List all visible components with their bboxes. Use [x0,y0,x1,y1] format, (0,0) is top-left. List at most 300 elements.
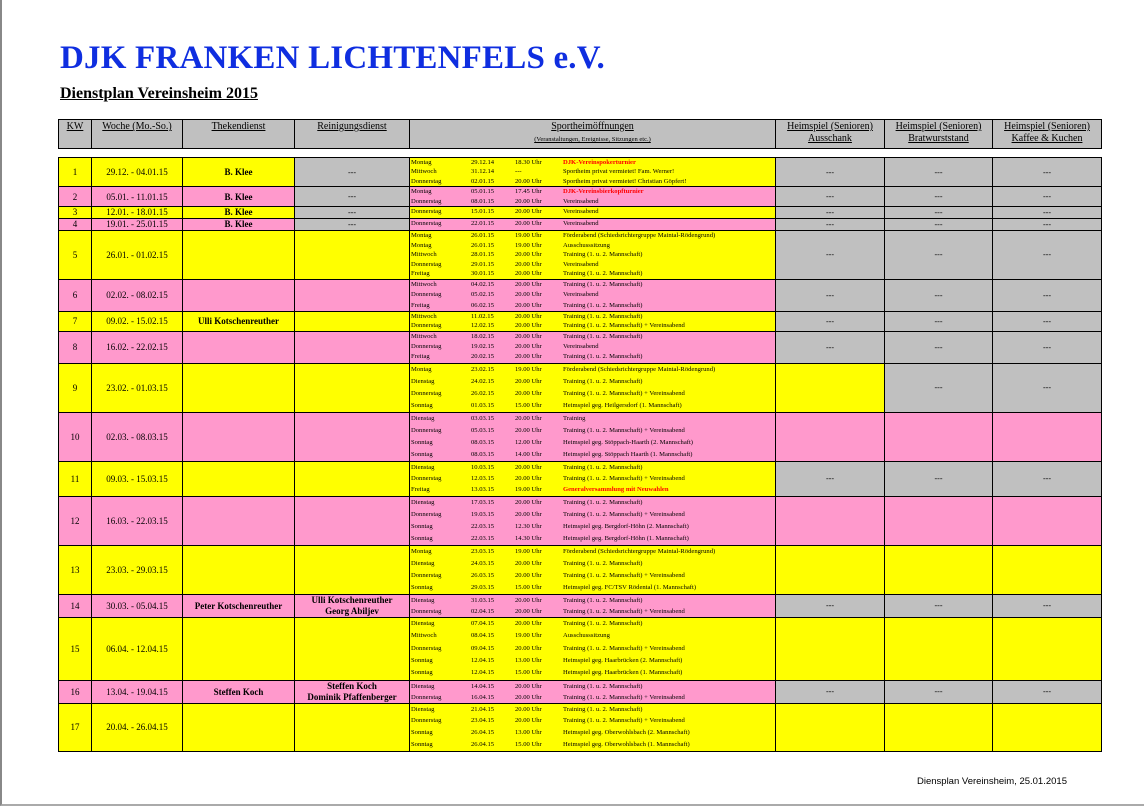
kw-cell: 13 [59,545,92,594]
event-day: Dienstag [411,619,435,627]
event-line [410,437,775,449]
heimspiel-bratwurst-cell: --- [885,230,993,279]
event-date: 20.02.15 [471,353,495,361]
heimspiel-kaffee-cell: --- [993,594,1102,617]
heimspiel-ausschank-cell [776,496,885,545]
heimspiel-bratwurst-cell [885,412,993,461]
event-date: 31.03.15 [471,596,495,604]
event-time: 20.00 Uhr [515,559,542,567]
event-day: Sonntag [411,450,433,458]
heimspiel-kaffee-cell [993,545,1102,594]
reinigungsdienst-cell [295,218,410,230]
heimspiel-ausschank-cell: --- [776,331,885,363]
event-description: Training (1. u. 2. Mannschaft) + Vereinsabend [563,717,685,725]
event-day: Freitag [411,301,430,309]
kw-cell: 9 [59,363,92,412]
reinigungsdienst-name: --- [348,192,356,202]
event-description: Training (1. u. 2. Mannschaft) [563,559,643,567]
reinigungsdienst-cell [295,594,410,617]
events-cell [410,331,776,363]
event-description: Training (1. u. 2. Mannschaft) [563,619,643,627]
heimspiel-ausschank-cell: --- [776,206,885,218]
thekendienst-cell [183,617,295,680]
event-description: Heimspiel geg. Oberwohlsbach (2. Mannschaft) [563,729,690,737]
event-time: 13.00 Uhr [515,656,542,664]
reinigungsdienst-cell [295,206,410,218]
event-day: Sonntag [411,401,433,409]
heimspiel-bratwurst-cell [885,617,993,680]
reinigungsdienst-cell [295,545,410,594]
event-line [410,715,775,727]
event-line [410,509,775,521]
event-date: 10.03.15 [471,463,495,471]
event-line [410,521,775,533]
heimspiel-bratwurst-cell: --- [885,206,993,218]
heimspiel-ausschank-cell: --- [776,279,885,311]
event-description: Heimspiel geg. Stöppach Haarth (1. Mannschaft) [563,450,693,458]
event-date: 30.01.15 [471,270,495,278]
event-date: 05.01.15 [471,188,495,196]
event-day: Donnerstag [411,219,442,227]
event-day: Montag [411,365,432,373]
event-line [410,630,775,642]
duty-schedule-table [58,119,1102,752]
event-description: Heimspiel geg. Bergdorf-Höhn (2. Mannschaft) [563,522,689,530]
event-line [410,301,775,311]
week-cell: 02.03. - 08.03.15 [92,412,183,461]
heimspiel-ausschank-cell: --- [776,230,885,279]
heimspiel-bratwurst-cell: --- [885,363,993,412]
event-time: 20.00 Uhr [515,322,542,330]
event-date: 11.02.15 [471,312,494,320]
event-description: Training (1. u. 2. Mannschaft) + Vereinsabend [563,644,685,652]
event-line [410,241,775,251]
event-time: 20.00 Uhr [515,705,542,713]
event-date: 26.04.15 [471,729,495,737]
event-description: Sportheim privat vermietet! Christian Göpfert! [563,177,687,185]
event-description: Training (1. u. 2. Mannschaft) + Vereinsabend [563,389,685,397]
event-time: 20.00 Uhr [515,291,542,299]
header-kw: KW [59,120,92,149]
event-day: Montag [411,159,432,166]
schedule-body [59,158,1102,752]
event-date: 23.02.15 [471,365,495,373]
event-line [410,413,775,425]
thekendienst-cell [183,461,295,496]
week-cell: 20.04. - 26.04.15 [92,703,183,751]
header-woche: Woche (Mo.-So.) [92,120,183,149]
event-time: 20.00 Uhr [515,197,542,205]
heimspiel-bratwurst-cell: --- [885,158,993,187]
heimspiel-kaffee-cell [993,412,1102,461]
event-date: 26.01.15 [471,231,495,239]
event-description: Förderabend (Schiedsrichtergruppe Maintal-Rödengrund) [563,231,716,239]
event-day: Donnerstag [411,475,442,483]
event-time: 12.30 Uhr [515,522,542,530]
events-cell [410,412,776,461]
event-time: 20.00 Uhr [515,343,542,351]
event-day: Mittwoch [411,168,437,176]
event-line [410,321,775,330]
thekendienst-cell: Steffen Koch [183,680,295,703]
events-cell [410,187,776,207]
event-day: Mittwoch [411,332,437,340]
event-line [410,449,775,461]
heimspiel-ausschank-cell: --- [776,594,885,617]
heimspiel-ausschank-cell: --- [776,311,885,331]
table-row [59,158,1102,187]
event-date: 17.03.15 [471,498,495,506]
event-date: 18.02.15 [471,332,495,340]
event-description: DJK-Vereinspokerturnier [563,159,636,166]
event-description: Förderabend (Schiedsrichtergruppe Maintal-Rödengrund) [563,547,716,555]
kw-cell: 8 [59,331,92,363]
event-description: Training [563,414,586,422]
event-time: 20.00 Uhr [515,377,542,385]
heimspiel-ausschank-cell: --- [776,218,885,230]
event-line [410,312,775,321]
event-day: Sonntag [411,656,433,664]
events-cell [410,545,776,594]
events-cell [410,496,776,545]
event-date: 26.04.15 [471,740,495,748]
table-row [59,311,1102,331]
event-description: Heimspiel geg. FC/TSV Rödental (1. Mannschaft) [563,583,697,591]
events-cell [410,230,776,279]
event-date: 15.01.15 [471,207,495,215]
event-description: Ausschusssitzung [563,241,610,249]
heimspiel-kaffee-cell: --- [993,311,1102,331]
kw-cell: 17 [59,703,92,751]
heimspiel-bratwurst-cell: --- [885,331,993,363]
event-day: Donnerstag [411,571,442,579]
event-line [410,219,775,228]
week-cell: 13.04. - 19.04.15 [92,680,183,703]
event-time: 14.30 Uhr [515,534,542,542]
event-description: Training (1. u. 2. Mannschaft) [563,463,643,471]
week-cell: 23.02. - 01.03.15 [92,363,183,412]
event-date: 24.03.15 [471,559,495,567]
heimspiel-kaffee-cell [993,703,1102,751]
event-line [410,342,775,352]
event-time: 19.00 Uhr [515,231,542,239]
heimspiel-kaffee-cell: --- [993,206,1102,218]
event-day: Donnerstag [411,197,442,205]
event-day: Sonntag [411,522,433,530]
event-day: Donnerstag [411,717,442,725]
week-cell: 05.01. - 11.01.15 [92,187,183,207]
reinigungsdienst-cell [295,680,410,703]
kw-cell: 6 [59,279,92,311]
event-day: Donnerstag [411,644,442,652]
event-line [410,376,775,388]
event-date: 26.02.15 [471,389,495,397]
heimspiel-bratwurst-cell: --- [885,594,993,617]
event-day: Mittwoch [411,312,437,320]
event-line [410,727,775,739]
event-time: 20.00 Uhr [515,682,542,690]
event-line [410,570,775,582]
reinigungsdienst-name: Steffen Koch [327,680,377,691]
event-description: Training (1. u. 2. Mannschaft) + Vereinsabend [563,322,685,330]
event-line [410,332,775,342]
reinigungsdienst-name: Ulli Kotschenreuther [311,594,393,605]
event-description: Training (1. u. 2. Mannschaft) + Vereinsabend [563,510,685,518]
event-time: 12.00 Uhr [515,438,542,446]
thekendienst-cell [183,331,295,363]
event-description: Sportheim privat vermietet! Fam. Werner! [563,168,675,176]
table-row [59,187,1102,207]
kw-cell: 15 [59,617,92,680]
event-time: 13.00 Uhr [515,729,542,737]
header-heimspiel-bratwurststand: Heimspiel (Senioren) Bratwurststand [885,120,993,149]
event-description: Heimspiel geg. Haarbrücken (1. Mannschaft) [563,669,683,677]
heimspiel-kaffee-cell [993,496,1102,545]
event-day: Freitag [411,353,430,361]
event-date: 24.02.15 [471,377,495,385]
events-cell [410,311,776,331]
event-date: 22.01.15 [471,219,495,227]
event-date: 02.04.15 [471,607,495,615]
event-line [410,606,775,617]
events-cell [410,279,776,311]
event-date: 09.04.15 [471,644,495,652]
event-day: Mittwoch [411,280,437,288]
heimspiel-bratwurst-cell: --- [885,461,993,496]
event-day: Dienstag [411,682,435,690]
event-description: Vereinsabend [563,260,599,268]
heimspiel-ausschank-cell [776,703,885,751]
table-row [59,680,1102,703]
table-row [59,230,1102,279]
event-day: Sonntag [411,438,433,446]
table-row [59,363,1102,412]
event-line [410,425,775,437]
thekendienst-cell [183,230,295,279]
event-time: 20.00 Uhr [515,644,542,652]
event-day: Donnerstag [411,207,442,215]
event-line [410,655,775,667]
event-time: 20.00 Uhr [515,270,542,278]
event-description: Training (1. u. 2. Mannschaft) [563,332,643,340]
event-day: Sonntag [411,740,433,748]
heimspiel-bratwurst-cell: --- [885,187,993,207]
thekendienst-cell [183,363,295,412]
heimspiel-ausschank-cell [776,545,885,594]
event-time: 15.00 Uhr [515,740,542,748]
event-time: 20.00 Uhr [515,207,542,215]
event-description: Training (1. u. 2. Mannschaft) + Vereinsabend [563,607,685,615]
heimspiel-kaffee-cell: --- [993,680,1102,703]
event-day: Donnerstag [411,389,442,397]
heimspiel-bratwurst-cell [885,496,993,545]
event-date: 28.01.15 [471,251,495,259]
event-line [410,280,775,290]
event-description: Training (1. u. 2. Mannschaft) [563,301,643,309]
event-description: Training (1. u. 2. Mannschaft) [563,251,643,259]
event-day: Montag [411,547,432,555]
event-day: Sonntag [411,583,433,591]
event-line [410,643,775,655]
event-day: Donnerstag [411,343,442,351]
event-day: Sonntag [411,534,433,542]
event-description: DJK-Vereinsbierkopfturnier [563,188,644,196]
event-line [410,197,775,206]
event-date: 12.03.15 [471,475,495,483]
event-time: 19.00 Uhr [515,241,542,249]
event-day: Donnerstag [411,607,442,615]
event-date: 05.02.15 [471,291,495,299]
event-day: Mittwoch [411,632,437,640]
kw-cell: 10 [59,412,92,461]
event-day: Donnerstag [411,510,442,518]
event-date: 19.03.15 [471,510,495,518]
event-description: Vereinsabend [563,291,599,299]
event-day: Montag [411,241,432,249]
event-line [410,231,775,241]
event-time: 20.00 Uhr [515,571,542,579]
event-date: 29.03.15 [471,583,495,591]
event-line [410,462,775,473]
week-cell: 30.03. - 05.04.15 [92,594,183,617]
event-time: 20.00 Uhr [515,463,542,471]
heimspiel-ausschank-cell [776,363,885,412]
week-cell: 16.03. - 22.03.15 [92,496,183,545]
event-time: --- [515,168,522,176]
page-footer: Diensplan Vereinsheim, 25.01.2015 [917,776,1067,787]
event-day: Dienstag [411,463,435,471]
event-day: Sonntag [411,669,433,677]
event-description: Training (1. u. 2. Mannschaft) [563,682,643,690]
event-date: 04.02.15 [471,280,495,288]
week-cell: 09.03. - 15.03.15 [92,461,183,496]
event-date: 22.03.15 [471,522,495,530]
events-cell [410,680,776,703]
event-day: Dienstag [411,414,435,422]
table-row [59,545,1102,594]
heimspiel-kaffee-cell: --- [993,218,1102,230]
reinigungsdienst-name: --- [348,167,356,177]
heimspiel-ausschank-cell: --- [776,187,885,207]
event-line [410,290,775,300]
event-day: Mittwoch [411,251,437,259]
event-time: 20.00 Uhr [515,251,542,259]
header-thekendienst: Thekendienst [183,120,295,149]
event-time: 20.00 Uhr [515,510,542,518]
event-time: 20.00 Uhr [515,312,542,320]
reinigungsdienst-cell [295,496,410,545]
event-line [410,158,775,167]
kw-cell: 11 [59,461,92,496]
event-date: 23.03.15 [471,547,495,555]
header-spacer [59,149,1102,158]
reinigungsdienst-cell [295,703,410,751]
thekendienst-cell: B. Klee [183,158,295,187]
event-line [410,187,775,196]
header-heimspiel-ausschank: Heimspiel (Senioren) Ausschank [776,120,885,149]
reinigungsdienst-cell [295,363,410,412]
event-description: Ausschusssitzung [563,632,610,640]
table-row [59,206,1102,218]
event-day: Dienstag [411,705,435,713]
event-day: Freitag [411,270,430,278]
event-day: Montag [411,188,432,196]
week-cell: 29.12. - 04.01.15 [92,158,183,187]
event-date: 31.12.14 [471,168,495,176]
event-line [410,167,775,176]
week-cell: 02.02. - 08.02.15 [92,279,183,311]
thekendienst-cell: B. Klee [183,206,295,218]
event-time: 19.00 Uhr [515,486,542,494]
event-time: 20.00 Uhr [515,619,542,627]
reinigungsdienst-cell [295,461,410,496]
events-cell [410,218,776,230]
events-cell [410,206,776,218]
reinigungsdienst-name: Dominik Pfaffenberger [307,691,397,702]
heimspiel-kaffee-cell: --- [993,363,1102,412]
event-date: 21.04.15 [471,705,495,713]
header-reinigungsdienst: Reinigungsdienst [295,120,410,149]
event-description: Vereinsabend [563,343,599,351]
reinigungsdienst-cell [295,279,410,311]
heimspiel-kaffee-cell: --- [993,158,1102,187]
kw-cell: 14 [59,594,92,617]
heimspiel-kaffee-cell: --- [993,230,1102,279]
events-cell [410,617,776,680]
event-date: 12.04.15 [471,669,495,677]
event-description: Training (1. u. 2. Mannschaft) [563,705,643,713]
event-time: 20.00 Uhr [515,475,542,483]
event-time: 17.45 Uhr [515,188,542,196]
thekendienst-cell: Ulli Kotschenreuther [183,311,295,331]
events-cell [410,703,776,751]
heimspiel-ausschank-cell: --- [776,158,885,187]
kw-cell: 4 [59,218,92,230]
header-heimspiel-kaffee-kuchen: Heimspiel (Senioren) Kaffee & Kuchen [993,120,1102,149]
event-line [410,533,775,545]
event-line [410,260,775,270]
event-time: 20.00 Uhr [515,389,542,397]
event-time: 20.00 Uhr [515,426,542,434]
event-day: Donnerstag [411,693,442,701]
heimspiel-kaffee-cell: --- [993,331,1102,363]
event-time: 20.00 Uhr [515,260,542,268]
event-line [410,558,775,570]
heimspiel-ausschank-cell [776,617,885,680]
event-description: Vereinsabend [563,219,599,227]
event-description: Training (1. u. 2. Mannschaft) [563,596,643,604]
event-line [410,704,775,716]
event-description: Heimspiel geg. Haarbrücken (2. Mannschaft) [563,656,683,664]
event-line [410,473,775,484]
event-date: 26.01.15 [471,241,495,249]
event-description: Generalversammlung mit Neuwahlen [563,486,669,494]
heimspiel-kaffee-cell: --- [993,187,1102,207]
thekendienst-cell [183,412,295,461]
heimspiel-ausschank-cell [776,412,885,461]
event-time: 20.00 Uhr [515,414,542,422]
event-day: Montag [411,231,432,239]
reinigungsdienst-name: --- [348,207,356,217]
event-line [410,484,775,495]
page-subtitle: Dienstplan Vereinsheim 2015 [60,85,258,102]
reinigungsdienst-name: Georg Abiljev [325,605,379,616]
event-day: Dienstag [411,596,435,604]
event-description: Training (1. u. 2. Mannschaft) [563,280,643,288]
event-time: 14.00 Uhr [515,450,542,458]
week-cell: 12.01. - 18.01.15 [92,206,183,218]
event-description: Training (1. u. 2. Mannschaft) + Vereinsabend [563,426,685,434]
